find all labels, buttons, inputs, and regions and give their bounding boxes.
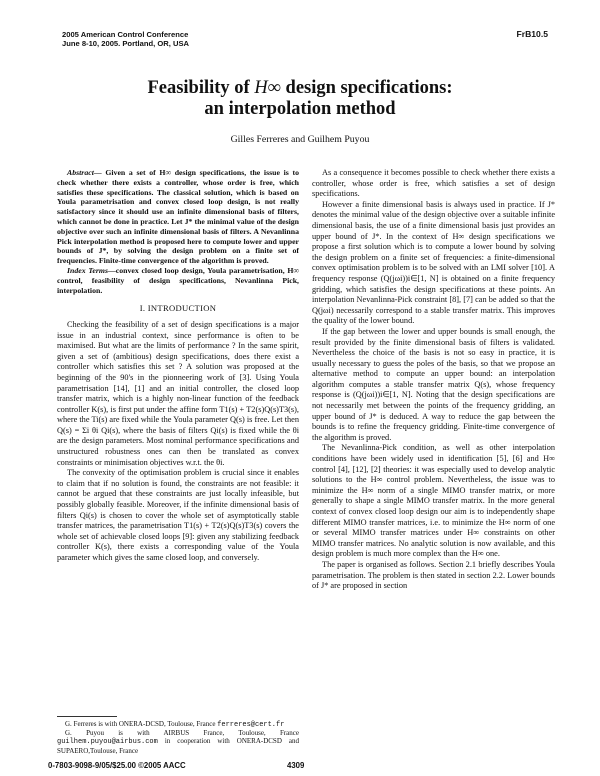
email-link[interactable]: ferreres@cert.fr bbox=[217, 721, 285, 729]
body-paragraph: The paper is organised as follows. Section 2.1 briefly describes Youla parametrisation. The problem is then stated in section 2.2. Lower bounds of J* are proposed in section bbox=[312, 559, 555, 591]
left-column bbox=[57, 168, 299, 564]
index-terms-text: —convex closed loop design, Youla parametrisation, H∞ control, feasibility of design specifications, Nevanlinna Pick, interpolation. bbox=[57, 265, 299, 295]
title-line-2: an interpolation method bbox=[204, 99, 396, 119]
body-paragraph: The Nevanlinna-Pick condition, as well as other interpolation conditions have been widely used in identification [5], [6] and H∞ control [4], [12], [2] theories: it was especially used to develop analytic solutions to the H∞ control problem. Nevertheless, the issue was to minimize the H∞ norm of a single MIMO transfer matrix, or more generally to shape a single MIMO transfer matrix. In the more general context of convex closed loop design our aim is to independently shape different MIMO transfer matrices, i.e. to minimize the H∞ norm of one or several MIMO transfer matrices under H∞ constraints on other MIMO transfer matrices. No analytic solution is now available, and this design problem is much more complex than the H∞ one. bbox=[312, 443, 555, 559]
abstract-label: Abstract— bbox=[67, 168, 102, 177]
abstract-text: Given a set of H∞ design specifications, the issue is to check whether there exists a controller, whose order is free, which satisfies these specifications. The classical solution, which is based on Youla parametrisation and convex closed loop design, is not really satisfactory since it should use an infinite dimensional basis of filters, which cannot be done in practice. Let J* the minimal value of the design objective over such an infinite dimensional basis of filters. A Nevanlinna Pick interpolation method is proposed here to compute lower and upper bounds of J*, by solving the design problem on a finite set of frequencies. Finite-time convergence of the algorithm is proved. bbox=[57, 168, 299, 266]
abstract bbox=[57, 168, 299, 266]
conference-date-place: June 8-10, 2005. Portland, OR, USA bbox=[62, 39, 190, 48]
intro-paragraph: The convexity of the optimisation problem is crucial since it enables to claim that if no solution is found, the constraints are not feasible: it cannot be argued that these constraints are just locally infeasible, but possibly globally feasible. Moreover, if the infinite dimensional basis of filters Qi(s) is chosen to cover the whole set of asymptotically stable transfer matrices, the parametrisation T1(s) + T2(s)Q(s)T3(s) covers the whole set of achievable closed loops [9]: given any stabilizing feedback controller K(s), there exists a corresponding value of the Youla parameter which gives the same closed loop, and conversely. bbox=[57, 468, 299, 563]
author-footnotes bbox=[57, 716, 299, 755]
index-terms bbox=[57, 266, 299, 295]
footnote-puyou: G. Puyou is with AIRBUS France, Toulouse, France guilhem.puyou@airbus.com in cooperation with ONERA-DCSD and SUPAERO,Toulouse, France bbox=[57, 729, 299, 755]
section-heading-introduction: I. INTRODUCTION bbox=[139, 303, 217, 314]
intro-paragraph: Checking the feasibility of a set of design specifications is a major issue in an industrial context, since performance is often to be maximised. But what are the limits of performance ? In the same spirit, given a set of (ambitious) design specifications, does there exist a controller which satisfies this set ? A solution was proposed at the beginning of the 90's in the pionneering work of [3]. Using Youla parametrisation [14], [1] and an initial controller, the closed loop transfer matrix, which is a highly non-linear function of the feedback controller K(s), is first put under the affine form T1(s) + T2(s)Q(s)T3(s), where the Ti(s) are fixed while the Youla parameter Q(s) is free. Let then Q(s) = Σi θi Qi(s), where the basis of filters Qi(s) is fixed while the θi are the design parameters. Most nominal performance specifications and unstructured robustness ones can then be translated as convex constraints or minimisation objectives w.r.t. the θi. bbox=[57, 319, 299, 467]
body-paragraph: If the gap between the lower and upper bounds is small enough, the result provided by the finite dimensional basis of filters is validated. Nevertheless the choice of the basis is not so easy in practice, it is usually necessary to guess the poles of the basis, so that we propose an alternative method to compute an upper bound: an interpolation algorithm computes a stable transfer matrix Q(s), whose frequency response is (Q(jωi))i∈[1, N]. Noting that the design specifications are not necessarily met between the points of the frequency gridding, an upper bound of J* is deduced. A way to reduce the gap between the bounds is to refine the frequency gridding. Finite-time convergence of the algorithm is proved. bbox=[312, 326, 555, 442]
footnote-rule bbox=[57, 716, 117, 717]
conference-header bbox=[62, 30, 189, 48]
title-line-1: Feasibility of H∞ design specifications: bbox=[147, 78, 453, 98]
footnote-ferreres: G. Ferreres is with ONERA-DCSD, Toulouse, France ferreres@cert.fr bbox=[65, 720, 285, 729]
isbn-copyright: 0-7803-9098-9/05/$25.00 ©2005 AACC bbox=[48, 761, 186, 770]
body-paragraph: However a finite dimensional basis is always used in practice. If J* denotes the minimal value of the design objective over a suitable infinite dimensional basis, the use of a finite dimensional basis just provides an upper bound of J*. In the context of H∞ design specifications we propose a first solution which is to compute a lower bound by solving the design problem on a finite set of frequencies: a finite-dimensional convex optimisation problem is to be solved with an LMI solver [10]. A frequency response (Q(jωi))i∈[1, N] is obtained on a finite frequency gridding, which satisfies the design specifications at these points. An interpolation Nevanlinna-Pick constraint [8], [7] can be added so that the Q(jωi) necessarily correspond to a stable transfer matrix. This improves the quality of the lower bound. bbox=[312, 199, 555, 326]
body-paragraph: As a consequence it becomes possible to check whether there exists a controller, whose order is free, which satisfies a set of design specifications. bbox=[312, 168, 555, 199]
authors: Gilles Ferreres and Guilhem Puyou bbox=[230, 134, 370, 145]
session-code: FrB10.5 bbox=[516, 29, 548, 39]
title-math-h-infinity: H∞ bbox=[254, 78, 281, 98]
page-number: 4309 bbox=[287, 761, 305, 770]
index-terms-label: Index Terms bbox=[67, 265, 108, 275]
conference-name: 2005 American Control Conference bbox=[62, 30, 189, 39]
right-column bbox=[312, 168, 555, 592]
paper-title bbox=[0, 78, 600, 120]
email-link[interactable]: guilhem.puyou@airbus.com bbox=[57, 738, 158, 747]
